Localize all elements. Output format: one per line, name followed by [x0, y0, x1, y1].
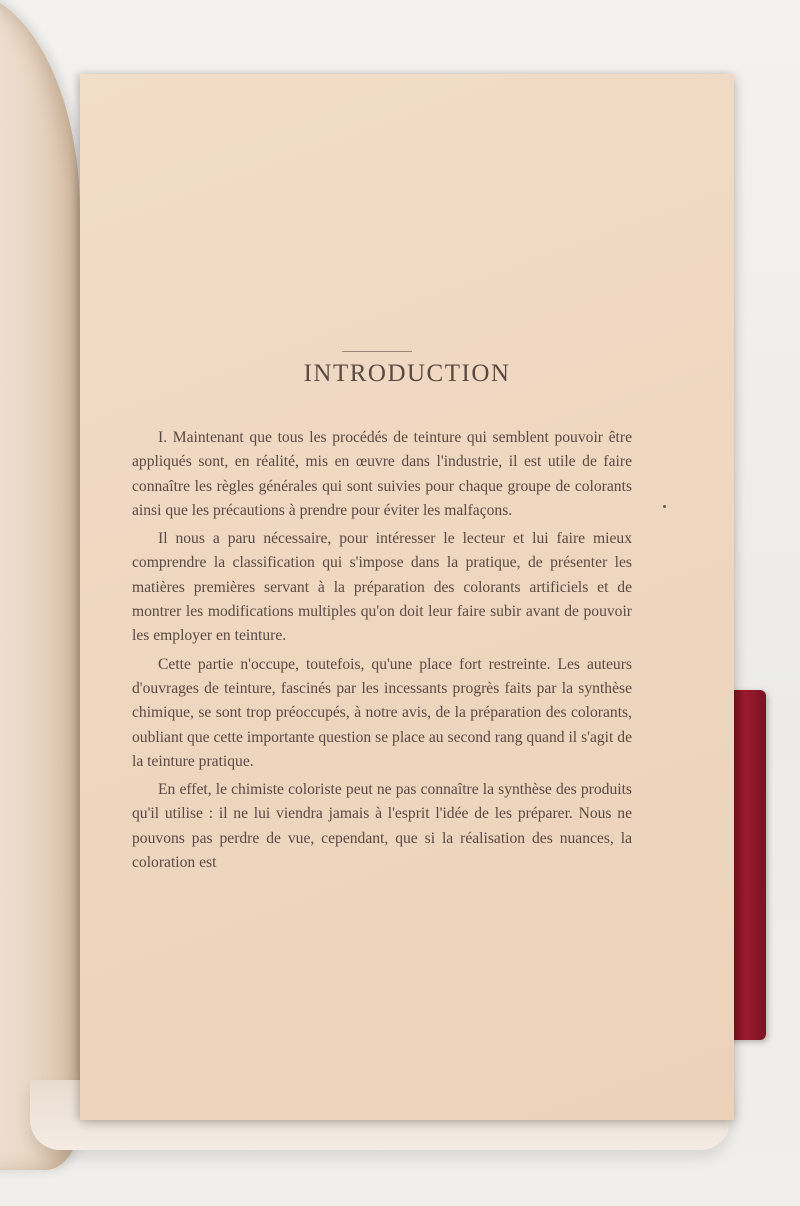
body-text — [132, 426, 632, 879]
paragraph: Cette partie n'occupe, toutefois, qu'une place fort restreinte. Les auteurs d'ouvrages de teinture, fascinés par les incessants progrès faits par la synthèse chimique, se sont trop préoccupés, à notre avis, de la préparation des colorants, oubliant que cette importante question se place au second rang quand il s'agit de la teinture pratique. — [132, 655, 632, 770]
title-rule — [342, 351, 412, 352]
book-page — [80, 74, 734, 1120]
paragraph: I. Maintenant que tous les procédés de teinture qui semblent pouvoir être appliqués sont, en réalité, mis en œuvre dans l'industrie, il est utile de faire connaître les règles générales qui sont suivies pour chaque groupe de colorants ainsi que les précautions à prendre pour éviter les malfaçons. — [132, 429, 632, 519]
left-curled-page — [0, 0, 80, 1170]
paragraph: En effet, le chimiste coloriste peut ne pas connaître la synthèse des produits qu'il utilise : il ne lui viendra jamais à l'esprit l'idée de les préparer. Nous ne pouvons pas perdre de vue, cependant, que si la réalisation des nuances, la coloration est — [132, 781, 632, 872]
ink-speck — [663, 505, 666, 508]
page-title: INTRODUCTION — [303, 360, 511, 387]
paragraph: Il nous a paru nécessaire, pour intéresser le lecteur et lui faire mieux comprendre la classification qui s'impose dans la pratique, de présenter les matières premières servant à la préparation des colorants artificiels et de montrer les modifications multiples qu'on doit leur faire subir avant de pouvoir les employer en teinture. — [132, 530, 632, 645]
